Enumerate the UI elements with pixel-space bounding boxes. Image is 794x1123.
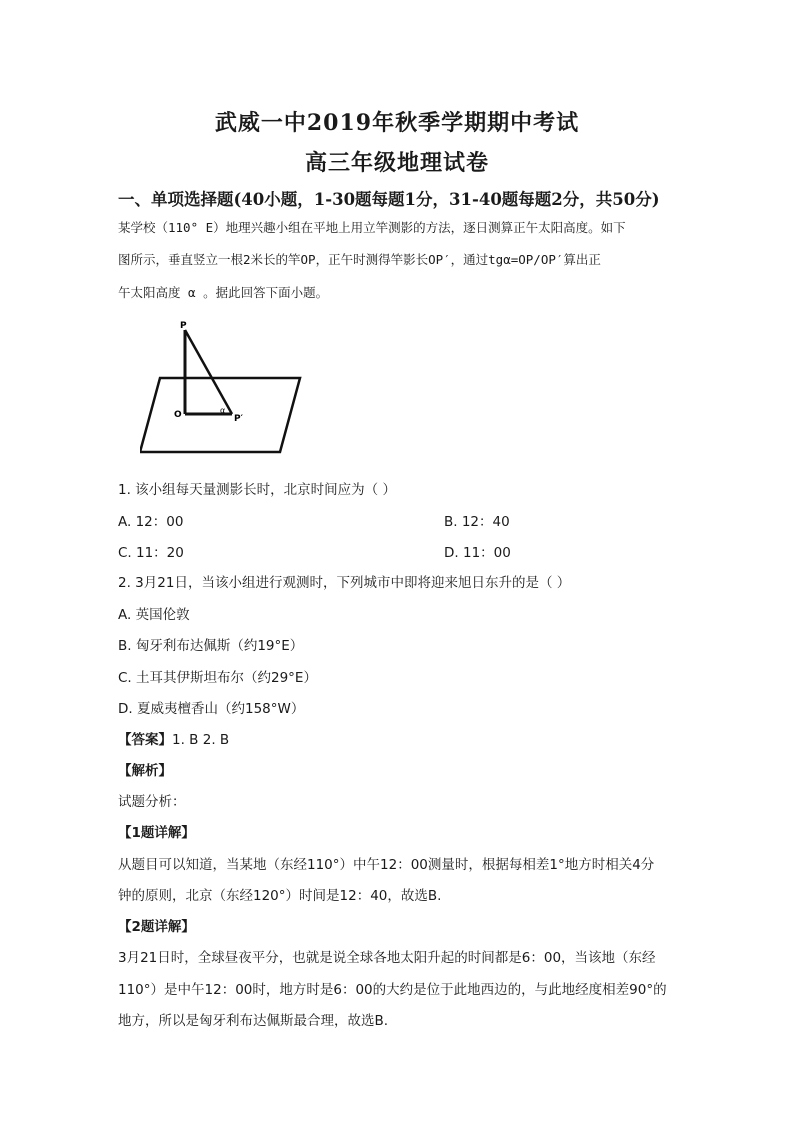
detail-1-tag: 【1题详解】 xyxy=(118,825,195,841)
question-2-option-d: D. 夏威夷檀香山（约158°W） xyxy=(118,701,305,717)
detail-2-line: 地方，所以是匈牙利布达佩斯最合理，故选B. xyxy=(118,1013,389,1029)
intro-line: 午太阳高度 α 。据此回答下面小题。 xyxy=(118,285,329,300)
label-p: P xyxy=(180,321,187,331)
answer-line xyxy=(118,728,229,748)
pole-shadow-diagram xyxy=(140,318,310,460)
section-heading: 一、单项选择题(40小题，1-30题每题1分，31-40题每题2分，共50分) xyxy=(118,190,660,209)
answer-tag: 【答案】 xyxy=(118,732,172,748)
analysis-intro: 试题分析： xyxy=(118,794,186,810)
question-1-option-a: A. 12：00 xyxy=(118,514,184,530)
question-2-option-c: C. 土耳其伊斯坦布尔（约29°E） xyxy=(118,670,317,686)
sun-ray xyxy=(185,330,232,414)
label-alpha: α xyxy=(220,406,226,415)
question-1-option-b: B. 12：40 xyxy=(444,514,510,530)
question-1-stem: 1. 该小组每天量测影长时，北京时间应为（ ） xyxy=(118,482,396,498)
question-1-option-c: C. 11：20 xyxy=(118,545,184,561)
detail-2-line: 110°）是中午12：00时，地方时是6：00的大约是位于此地西边的，与此地经度相差90°的 xyxy=(118,982,667,998)
detail-2-tag: 【2题详解】 xyxy=(118,919,195,935)
page-subtitle: 高三年级地理试卷 xyxy=(304,150,489,176)
label-o: O xyxy=(174,410,182,420)
label-p-prime: P′ xyxy=(234,414,243,424)
answer-text: 1. B 2. B xyxy=(172,732,230,748)
detail-2-line: 3月21日时，全球昼夜平分，也就是说全球各地太阳升起的时间都是6：00，当该地（东经 xyxy=(118,950,656,966)
intro-line: 某学校（110° E）地理兴趣小组在平地上用立竿测影的方法，逐日测算正午太阳高度。如下 xyxy=(118,220,626,235)
question-2-option-a: A. 英国伦敦 xyxy=(118,607,190,623)
detail-1-line: 钟的原则，北京（东经120°）时间是12：40，故选B. xyxy=(118,888,442,904)
question-2-option-b: B. 匈牙利布达佩斯（约19°E） xyxy=(118,638,304,654)
detail-1-line: 从题目可以知道，当某地（东经110°）中午12：00测量时，根据每相差1°地方时相关4分 xyxy=(118,857,655,873)
question-1-option-d: D. 11：00 xyxy=(444,545,511,561)
question-2-stem: 2. 3月21日，当该小组进行观测时，下列城市中即将迎来旭日东升的是（ ） xyxy=(118,575,571,591)
page-title: 武威一中2019年秋季学期期中考试 xyxy=(214,110,580,136)
intro-line: 图所示，垂直竖立一根2米长的竿OP，正午时测得竿影长OP′，通过tgα=OP/OP′算出正 xyxy=(118,252,601,267)
analysis-tag: 【解析】 xyxy=(118,763,172,779)
